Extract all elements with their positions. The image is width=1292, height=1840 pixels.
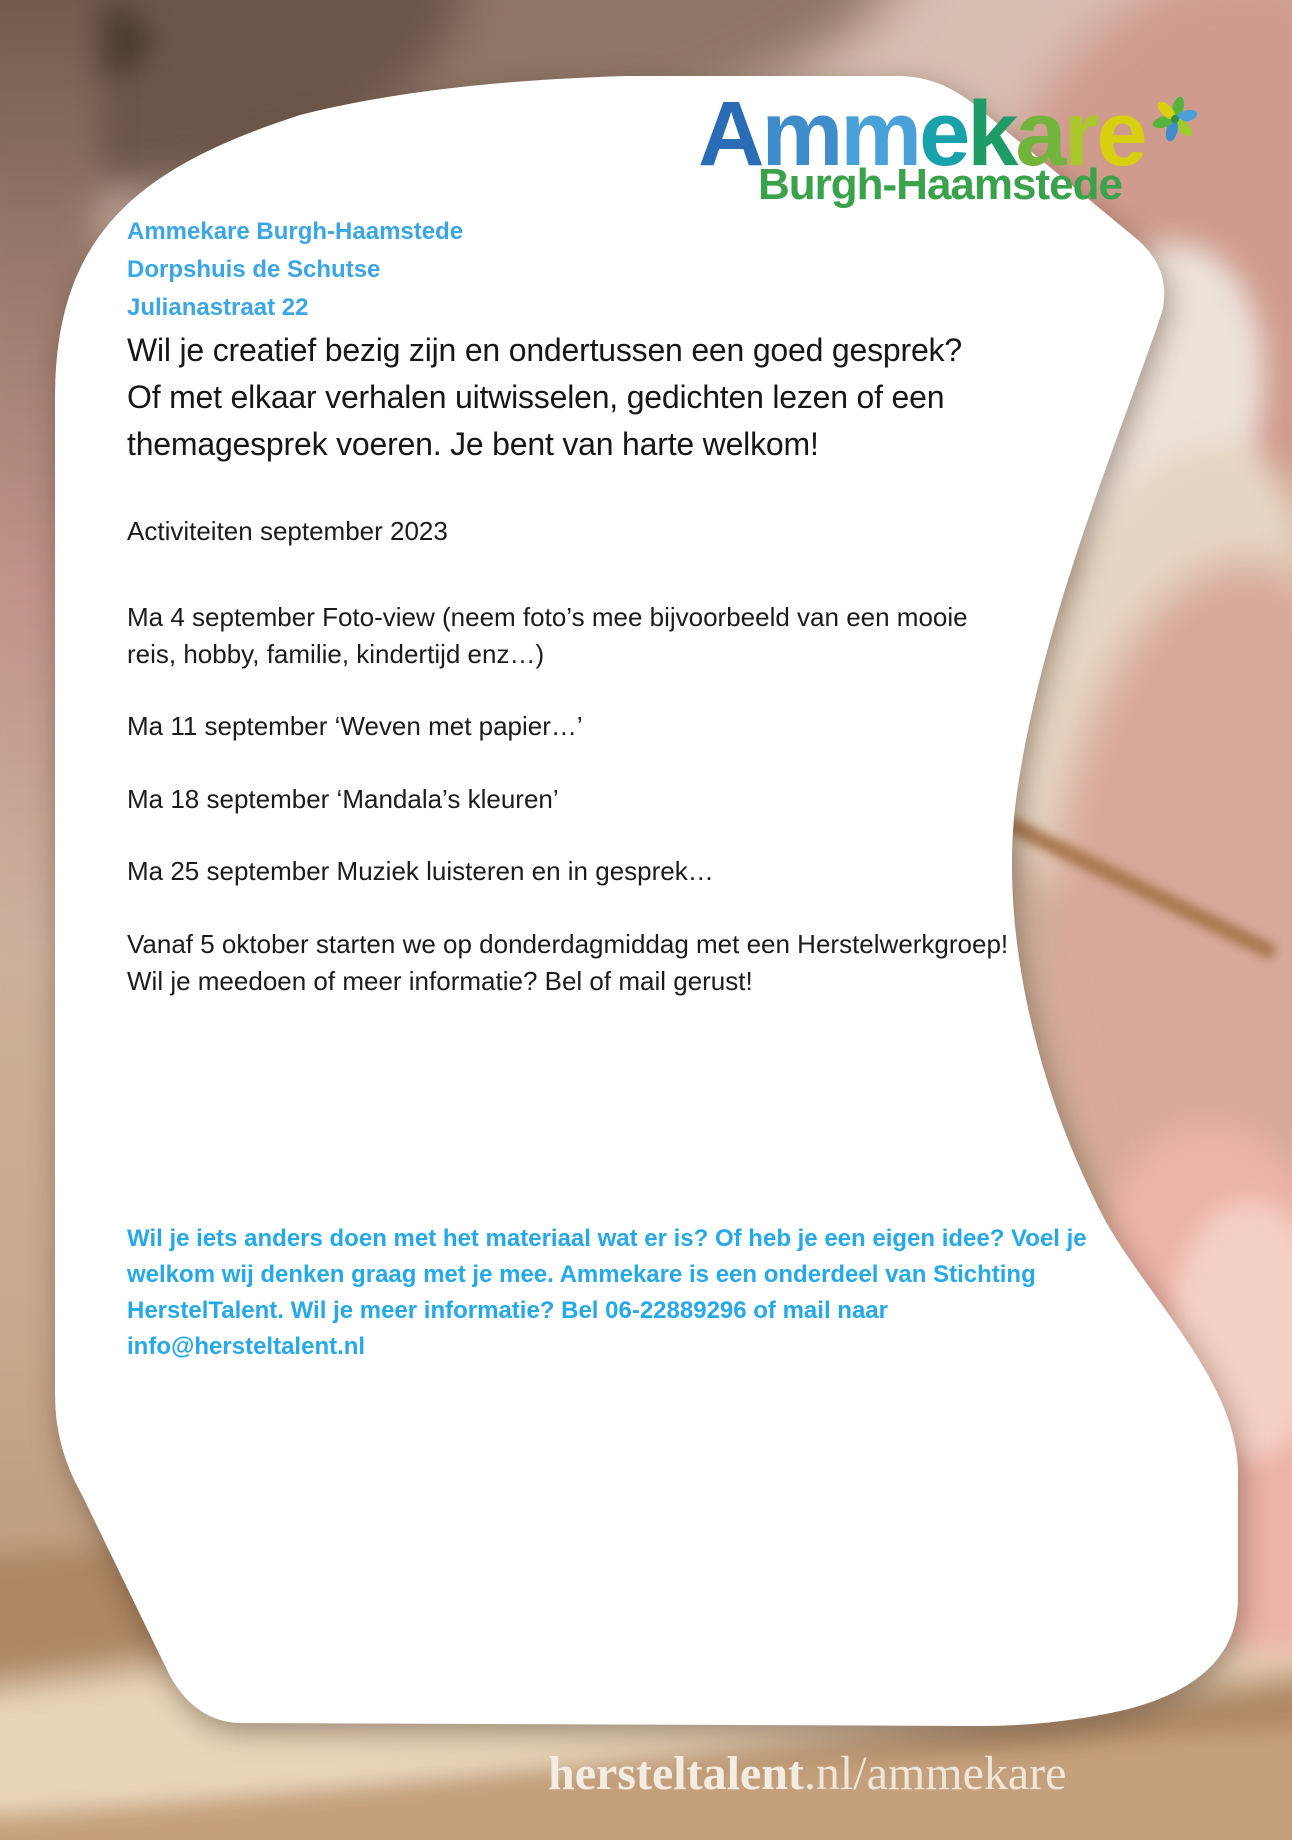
logo-letter: e xyxy=(919,83,968,185)
logo-letter: m xyxy=(840,83,920,185)
intro-line: Wil je creatief bezig zijn en ondertussen een goed gesprek? xyxy=(127,332,962,368)
note-line: Wil je meedoen of meer informatie? Bel of mail gerust! xyxy=(127,966,753,996)
activity-item: Ma 25 september Muziek luisteren en in gesprek… xyxy=(127,856,714,886)
activity-line: reis, hobby, familie, kindertijd enz…) xyxy=(127,639,545,669)
logo-letter: r xyxy=(1063,83,1097,185)
address-line: Ammekare Burgh-Haamstede xyxy=(127,218,464,245)
logo-subtitle: Burgh-Haamstede xyxy=(758,160,1122,209)
logo-letter: m xyxy=(761,83,841,185)
activity-item: Ma 11 september ‘Weven met papier…’ xyxy=(127,711,583,741)
address-block xyxy=(127,213,463,327)
contact-line: HerstelTalent. Wil je meer informatie? Bel 06-22889296 of mail naar xyxy=(127,1297,888,1324)
intro-paragraph xyxy=(127,327,962,468)
activity-item: Ma 18 september ‘Mandala’s kleuren’ xyxy=(127,784,559,814)
october-note xyxy=(127,926,1008,1000)
footer-brand: hersteltalent xyxy=(548,1747,804,1800)
logo-letter: e xyxy=(1096,83,1145,185)
email-link[interactable]: info@hersteltalent.nl xyxy=(127,1333,366,1360)
note-line: Vanaf 5 oktober starten we op donderdagmiddag met een Herstelwerkgroep! xyxy=(127,929,1009,959)
footer-url[interactable] xyxy=(548,1746,1066,1801)
logo-letter: A xyxy=(698,83,762,185)
contact-line: welkom wij denken graag met je mee. Ammekare is een onderdeel van Stichting xyxy=(127,1261,1036,1288)
activities-heading: Activiteiten september 2023 xyxy=(127,516,448,546)
activity-line: Ma 4 september Foto-view (neem foto’s mee bijvoorbeeld van een mooie xyxy=(127,602,968,632)
activity-item xyxy=(127,599,968,673)
footer-path: .nl/ammekare xyxy=(803,1747,1067,1800)
address-line: Dorpshuis de Schutse xyxy=(127,256,381,283)
contact-paragraph xyxy=(127,1221,1087,1365)
logo-letter: a xyxy=(1015,83,1064,185)
intro-line: Of met elkaar verhalen uitwisselen, gedichten lezen of een xyxy=(127,379,945,415)
address-line: Julianastraat 22 xyxy=(127,294,309,321)
contact-line: Wil je iets anders doen met het materiaal wat er is? Of heb je een eigen idee? Voel je xyxy=(127,1225,1087,1252)
intro-line: themagesprek voeren. Je bent van harte welkom! xyxy=(127,426,819,462)
logo-letter: k xyxy=(967,83,1016,185)
flower-icon xyxy=(1152,96,1198,142)
